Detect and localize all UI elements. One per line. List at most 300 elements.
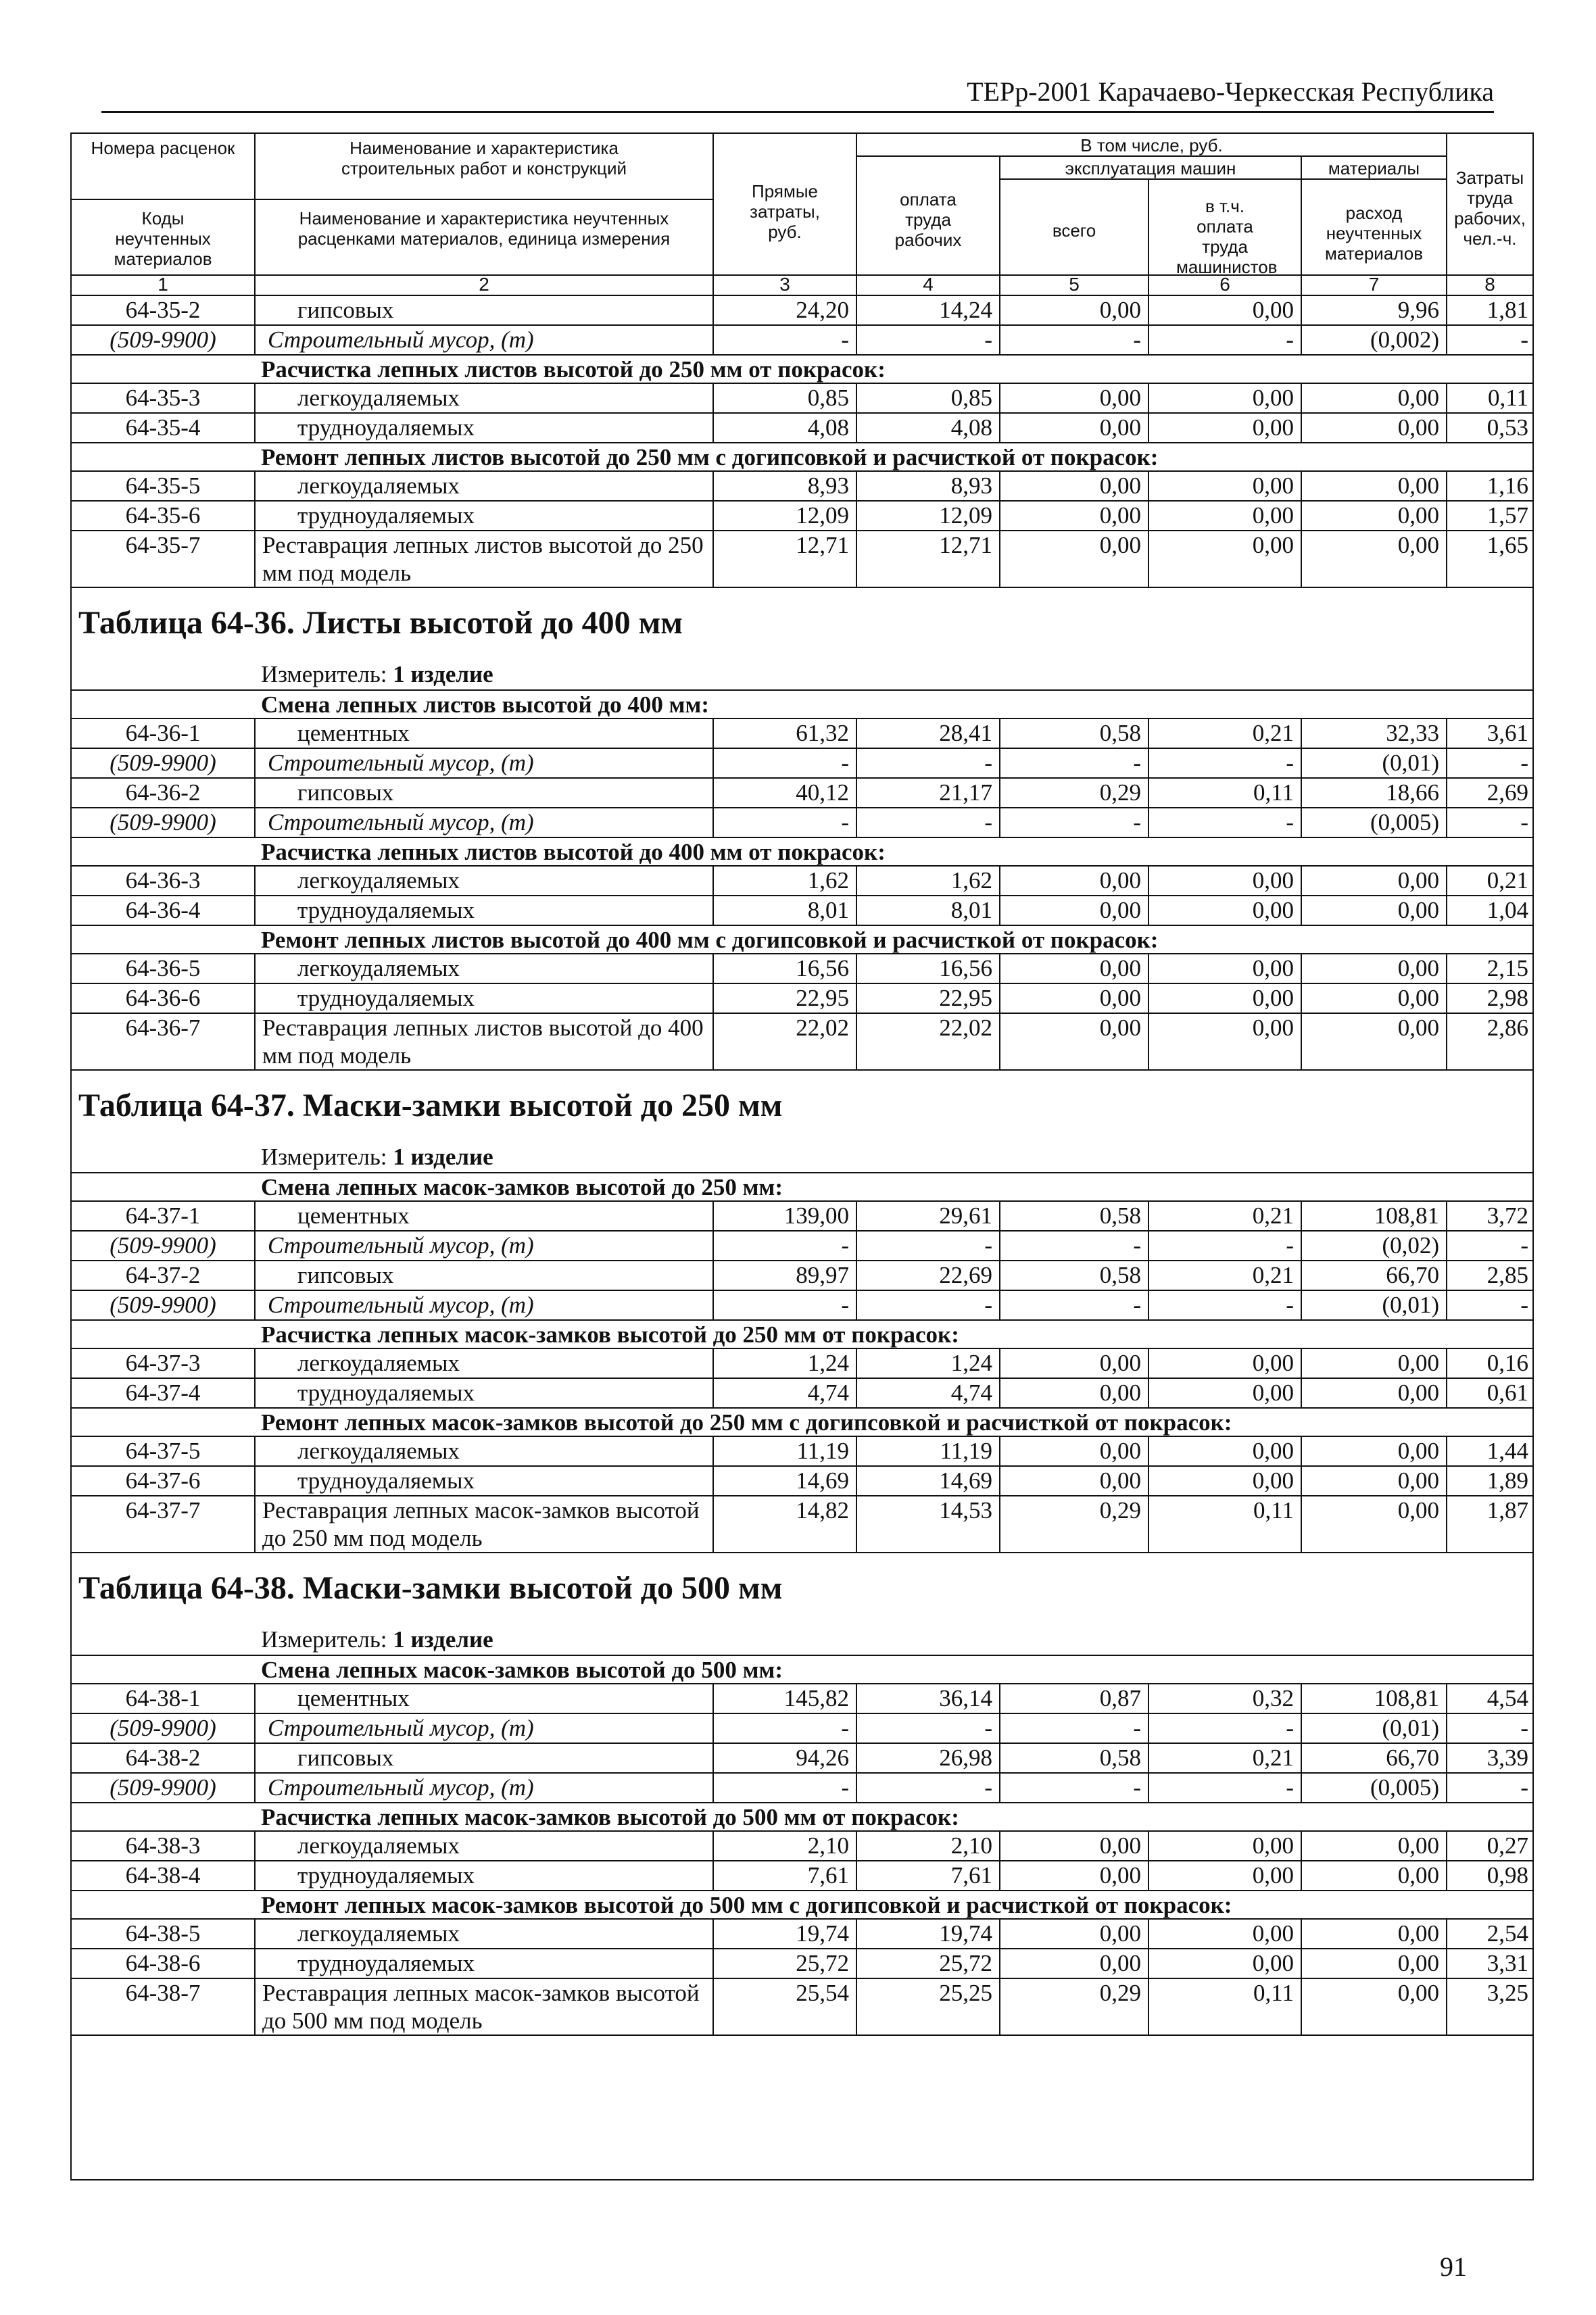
- rate-code: 64-35-7: [72, 531, 256, 588]
- rate-row: [72, 1832, 1532, 1861]
- machines-wages: 0,00: [1149, 384, 1302, 414]
- machines-wages: 0,00: [1149, 296, 1302, 326]
- labor-cost: 3,31: [1447, 1949, 1532, 1979]
- labor-cost: 1,44: [1447, 1437, 1532, 1467]
- machines-total: 0,87: [1000, 1684, 1149, 1714]
- labor-cost: 2,69: [1447, 779, 1532, 808]
- direct-cost: 14,82: [714, 1496, 857, 1553]
- direct-cost: 139,00: [714, 1202, 857, 1232]
- direct-cost: -: [714, 1774, 857, 1803]
- rate-code: (509-9900): [72, 1232, 256, 1261]
- section-heading: Расчистка лепных листов высотой до 250 мм от покрасок:: [261, 356, 886, 383]
- rate-code: 64-38-7: [72, 1979, 256, 2036]
- section-heading-row: [72, 1409, 1532, 1437]
- rate-code: 64-38-5: [72, 1920, 256, 1949]
- rate-code: 64-35-4: [72, 414, 256, 443]
- materials-use: (0,01): [1302, 1291, 1447, 1321]
- table-title: Таблица 64-38. Маски-замки высотой до 500 мм: [78, 1570, 783, 1606]
- direct-cost: 14,69: [714, 1467, 857, 1496]
- machines-wages: 0,00: [1149, 1861, 1302, 1891]
- labor-cost: 2,15: [1447, 954, 1532, 984]
- rate-code: 64-36-5: [72, 954, 256, 984]
- labor-cost: 1,87: [1447, 1496, 1532, 1553]
- rate-row: [72, 384, 1532, 414]
- labor-cost: 0,61: [1447, 1379, 1532, 1409]
- item-name: легкоудаляемых: [256, 1349, 714, 1379]
- labor-cost: 2,85: [1447, 1261, 1532, 1291]
- rate-row: [72, 502, 1532, 531]
- col-num: 8: [1447, 276, 1532, 296]
- machines-wages: -: [1149, 1232, 1302, 1261]
- wages: 11,19: [857, 1437, 1000, 1467]
- machines-total: 0,58: [1000, 1744, 1149, 1774]
- wages: 26,98: [857, 1744, 1000, 1774]
- section-heading-row: [72, 1803, 1532, 1832]
- item-name: трудноудаляемых: [256, 502, 714, 531]
- item-name: Реставрация лепных листов высотой до 400 мм под модель: [256, 1014, 714, 1071]
- labor-cost: 0,98: [1447, 1861, 1532, 1891]
- header-machines: эксплуатация машин: [1000, 157, 1302, 180]
- materials-use: 0,00: [1302, 502, 1447, 531]
- machines-wages: 0,00: [1149, 502, 1302, 531]
- machines-total: -: [1000, 1774, 1149, 1803]
- item-name: Реставрация лепных масок-замков высотой до 500 мм под модель: [256, 1979, 714, 2036]
- machines-wages: -: [1149, 1291, 1302, 1321]
- direct-cost: 145,82: [714, 1684, 857, 1714]
- item-name: Строительный мусор, (т): [256, 326, 714, 356]
- machines-wages: -: [1149, 808, 1302, 838]
- rate-code: 64-35-5: [72, 472, 256, 502]
- materials-use: 0,00: [1302, 1496, 1447, 1553]
- rate-code: 64-36-1: [72, 719, 256, 749]
- labor-cost: 1,16: [1447, 472, 1532, 502]
- header-materials: материалы: [1302, 157, 1447, 180]
- direct-cost: 8,93: [714, 472, 857, 502]
- machines-total: 0,00: [1000, 984, 1149, 1014]
- item-name: трудноудаляемых: [256, 896, 714, 926]
- machines-total: 0,29: [1000, 1496, 1149, 1553]
- materials-use: 0,00: [1302, 1861, 1447, 1891]
- rate-row: [72, 779, 1532, 808]
- direct-cost: 25,72: [714, 1949, 857, 1979]
- rate-code: 64-35-2: [72, 296, 256, 326]
- wages: 14,69: [857, 1467, 1000, 1496]
- direct-cost: 7,61: [714, 1861, 857, 1891]
- machines-wages: 0,00: [1149, 1920, 1302, 1949]
- section-heading: Смена лепных масок-замков высотой до 500 мм:: [261, 1657, 783, 1683]
- table-header: [72, 134, 1532, 296]
- wages: -: [857, 1774, 1000, 1803]
- rate-row: [72, 984, 1532, 1014]
- wages: 12,09: [857, 502, 1000, 531]
- rate-row: [72, 1467, 1532, 1496]
- wages: 8,93: [857, 472, 1000, 502]
- wages: 22,95: [857, 984, 1000, 1014]
- direct-cost: 4,08: [714, 414, 857, 443]
- labor-cost: -: [1447, 326, 1532, 356]
- materials-use: 0,00: [1302, 472, 1447, 502]
- item-name: Реставрация лепных листов высотой до 250 мм под модель: [256, 531, 714, 588]
- header-machines-total: всего: [1000, 180, 1149, 276]
- item-name: трудноудаляемых: [256, 1861, 714, 1891]
- section-heading: Расчистка лепных масок-замков высотой до 500 мм от покрасок:: [261, 1804, 959, 1830]
- labor-cost: 0,16: [1447, 1349, 1532, 1379]
- item-name: трудноудаляемых: [256, 984, 714, 1014]
- machines-total: 0,00: [1000, 1349, 1149, 1379]
- header-direct-costs: Прямые затраты, руб.: [714, 134, 857, 276]
- direct-cost: 16,56: [714, 954, 857, 984]
- wages: 25,72: [857, 1949, 1000, 1979]
- materials-use: 0,00: [1302, 414, 1447, 443]
- machines-wages: 0,21: [1149, 719, 1302, 749]
- materials-use: 0,00: [1302, 984, 1447, 1014]
- measure-label: Измеритель:: [261, 1144, 387, 1170]
- labor-cost: -: [1447, 749, 1532, 779]
- header-wages: оплата труда рабочих: [857, 157, 1000, 276]
- rate-row: [72, 531, 1532, 588]
- direct-cost: 12,09: [714, 502, 857, 531]
- rate-row: [72, 1014, 1532, 1071]
- section-heading-row: [72, 691, 1532, 719]
- machines-wages: -: [1149, 749, 1302, 779]
- rate-code: 64-37-6: [72, 1467, 256, 1496]
- section-heading-row: [72, 926, 1532, 954]
- direct-cost: 4,74: [714, 1379, 857, 1409]
- materials-use: 0,00: [1302, 531, 1447, 588]
- wages: 8,01: [857, 896, 1000, 926]
- direct-cost: 19,74: [714, 1920, 857, 1949]
- wages: 0,85: [857, 384, 1000, 414]
- item-name: гипсовых: [256, 1744, 714, 1774]
- machines-total: 0,58: [1000, 719, 1149, 749]
- item-name: Строительный мусор, (т): [256, 749, 714, 779]
- labor-cost: 2,54: [1447, 1920, 1532, 1949]
- rate-code: (509-9900): [72, 1291, 256, 1321]
- rate-code: (509-9900): [72, 808, 256, 838]
- wages: 1,62: [857, 867, 1000, 896]
- wages: 36,14: [857, 1684, 1000, 1714]
- machines-total: 0,00: [1000, 502, 1149, 531]
- materials-use: 108,81: [1302, 1202, 1447, 1232]
- item-name: легкоудаляемых: [256, 1832, 714, 1861]
- rate-row: [72, 1861, 1532, 1891]
- wages: 4,08: [857, 414, 1000, 443]
- wages: 1,24: [857, 1349, 1000, 1379]
- rate-row: [72, 1949, 1532, 1979]
- direct-cost: -: [714, 749, 857, 779]
- machines-wages: 0,32: [1149, 1684, 1302, 1714]
- machines-wages: 0,00: [1149, 1349, 1302, 1379]
- rate-row: [72, 954, 1532, 984]
- labor-cost: 3,25: [1447, 1979, 1532, 2036]
- machines-wages: -: [1149, 326, 1302, 356]
- labor-cost: 2,98: [1447, 984, 1532, 1014]
- item-name: гипсовых: [256, 779, 714, 808]
- item-name: цементных: [256, 1202, 714, 1232]
- machines-total: 0,29: [1000, 1979, 1149, 2036]
- table-title: Таблица 64-37. Маски-замки высотой до 250 мм: [78, 1088, 783, 1123]
- materials-use: 0,00: [1302, 1349, 1447, 1379]
- rate-row: [72, 1437, 1532, 1467]
- machines-total: 0,00: [1000, 1014, 1149, 1071]
- header-labor: Затраты труда рабочих, чел.-ч.: [1447, 134, 1532, 276]
- measure-line: [261, 1626, 493, 1653]
- header-machines-wages: в т.ч. оплата труда машинистов: [1149, 180, 1302, 276]
- item-name: трудноудаляемых: [256, 414, 714, 443]
- section-heading: Смена лепных листов высотой до 400 мм:: [261, 691, 709, 718]
- direct-cost: 1,24: [714, 1349, 857, 1379]
- item-name: трудноудаляемых: [256, 1467, 714, 1496]
- item-name: Строительный мусор, (т): [256, 1714, 714, 1744]
- col-num: 2: [256, 276, 714, 296]
- wages: 7,61: [857, 1861, 1000, 1891]
- rate-row: [72, 1979, 1532, 2036]
- rate-code: 64-38-4: [72, 1861, 256, 1891]
- direct-cost: 24,20: [714, 296, 857, 326]
- item-name: трудноудаляемых: [256, 1949, 714, 1979]
- machines-wages: 0,00: [1149, 954, 1302, 984]
- materials-use: 0,00: [1302, 1949, 1447, 1979]
- material-row: [72, 1232, 1532, 1261]
- materials-use: 9,96: [1302, 296, 1447, 326]
- measure-value: 1 изделие: [393, 661, 493, 687]
- wages: 2,10: [857, 1832, 1000, 1861]
- material-row: [72, 808, 1532, 838]
- col-num: 1: [72, 276, 256, 296]
- labor-cost: 0,21: [1447, 867, 1532, 896]
- rate-code: 64-38-1: [72, 1684, 256, 1714]
- materials-use: 18,66: [1302, 779, 1447, 808]
- item-name: легкоудаляемых: [256, 384, 714, 414]
- machines-wages: 0,00: [1149, 1949, 1302, 1979]
- rate-code: 64-37-7: [72, 1496, 256, 1553]
- machines-wages: 0,00: [1149, 414, 1302, 443]
- labor-cost: 1,89: [1447, 1467, 1532, 1496]
- machines-wages: 0,11: [1149, 1979, 1302, 2036]
- labor-cost: 0,53: [1447, 414, 1532, 443]
- material-row: [72, 1291, 1532, 1321]
- col-num: 7: [1302, 276, 1447, 296]
- item-name: Строительный мусор, (т): [256, 1774, 714, 1803]
- labor-cost: 3,61: [1447, 719, 1532, 749]
- materials-use: 0,00: [1302, 1920, 1447, 1949]
- wages: -: [857, 1291, 1000, 1321]
- rate-row: [72, 1744, 1532, 1774]
- measure-line: [261, 661, 493, 688]
- wages: -: [857, 326, 1000, 356]
- materials-use: 0,00: [1302, 867, 1447, 896]
- wages: 14,24: [857, 296, 1000, 326]
- labor-cost: -: [1447, 1714, 1532, 1744]
- rate-code: 64-36-6: [72, 984, 256, 1014]
- item-name: трудноудаляемых: [256, 1379, 714, 1409]
- section-heading: Ремонт лепных масок-замков высотой до 500 мм с догипсовкой и расчисткой от покрасок:: [261, 1892, 1232, 1918]
- rate-code: 64-38-2: [72, 1744, 256, 1774]
- rate-row: [72, 296, 1532, 326]
- machines-total: 0,00: [1000, 1379, 1149, 1409]
- labor-cost: 0,27: [1447, 1832, 1532, 1861]
- materials-use: 0,00: [1302, 1014, 1447, 1071]
- machines-total: 0,00: [1000, 384, 1149, 414]
- direct-cost: 1,62: [714, 867, 857, 896]
- rate-code: 64-36-4: [72, 896, 256, 926]
- item-name: Строительный мусор, (т): [256, 1232, 714, 1261]
- section-heading-row: [72, 1321, 1532, 1349]
- materials-use: (0,005): [1302, 808, 1447, 838]
- rate-code: 64-38-3: [72, 1832, 256, 1861]
- labor-cost: 3,39: [1447, 1744, 1532, 1774]
- machines-wages: 0,00: [1149, 472, 1302, 502]
- machines-wages: 0,21: [1149, 1202, 1302, 1232]
- rate-code: 64-37-4: [72, 1379, 256, 1409]
- material-row: [72, 749, 1532, 779]
- rate-code: 64-35-3: [72, 384, 256, 414]
- rate-code: 64-35-6: [72, 502, 256, 531]
- direct-cost: -: [714, 326, 857, 356]
- direct-cost: 89,97: [714, 1261, 857, 1291]
- machines-total: -: [1000, 1291, 1149, 1321]
- materials-use: 66,70: [1302, 1744, 1447, 1774]
- rate-code: 64-36-2: [72, 779, 256, 808]
- item-name: цементных: [256, 1684, 714, 1714]
- machines-wages: 0,00: [1149, 1379, 1302, 1409]
- section-heading-row: [72, 443, 1532, 472]
- rate-row: [72, 896, 1532, 926]
- section-heading: Смена лепных масок-замков высотой до 250 мм:: [261, 1174, 783, 1200]
- direct-cost: 40,12: [714, 779, 857, 808]
- item-name: гипсовых: [256, 296, 714, 326]
- direct-cost: 25,54: [714, 1979, 857, 2036]
- machines-total: 0,00: [1000, 1832, 1149, 1861]
- labor-cost: 1,57: [1447, 502, 1532, 531]
- col-num: 3: [714, 276, 857, 296]
- rate-code: 64-37-5: [72, 1437, 256, 1467]
- page-number: 91: [1440, 2251, 1467, 2282]
- wages: 14,53: [857, 1496, 1000, 1553]
- rates-table: [70, 132, 1534, 2180]
- direct-cost: -: [714, 1714, 857, 1744]
- direct-cost: 0,85: [714, 384, 857, 414]
- header-rates-no: Номера расценок: [72, 134, 256, 200]
- rate-code: (509-9900): [72, 749, 256, 779]
- running-header: ТЕРр-2001 Карачаево-Черкесская Республика: [101, 73, 1494, 113]
- section-heading: Расчистка лепных листов высотой до 400 мм от покрасок:: [261, 839, 886, 865]
- measure-value: 1 изделие: [393, 1144, 493, 1170]
- wages: 28,41: [857, 719, 1000, 749]
- labor-cost: -: [1447, 1291, 1532, 1321]
- machines-wages: 0,21: [1149, 1744, 1302, 1774]
- machines-wages: 0,00: [1149, 1437, 1302, 1467]
- labor-cost: 0,11: [1447, 384, 1532, 414]
- materials-use: (0,005): [1302, 1774, 1447, 1803]
- machines-wages: 0,21: [1149, 1261, 1302, 1291]
- item-name: легкоудаляемых: [256, 1920, 714, 1949]
- direct-cost: 22,95: [714, 984, 857, 1014]
- materials-use: (0,01): [1302, 1714, 1447, 1744]
- machines-total: 0,00: [1000, 867, 1149, 896]
- direct-cost: 12,71: [714, 531, 857, 588]
- item-name: цементных: [256, 719, 714, 749]
- materials-use: 0,00: [1302, 1379, 1447, 1409]
- column-numbers-row: [72, 276, 1532, 296]
- rate-code: 64-38-6: [72, 1949, 256, 1979]
- labor-cost: -: [1447, 808, 1532, 838]
- materials-use: (0,002): [1302, 326, 1447, 356]
- labor-cost: 2,86: [1447, 1014, 1532, 1071]
- machines-total: 0,00: [1000, 1861, 1149, 1891]
- rate-code: (509-9900): [72, 1774, 256, 1803]
- materials-use: 0,00: [1302, 1979, 1447, 2036]
- section-heading-row: [72, 1891, 1532, 1920]
- rate-row: [72, 1496, 1532, 1553]
- labor-cost: -: [1447, 1774, 1532, 1803]
- machines-total: -: [1000, 749, 1149, 779]
- material-row: [72, 1774, 1532, 1803]
- wages: 19,74: [857, 1920, 1000, 1949]
- col-num: 6: [1149, 276, 1302, 296]
- machines-wages: -: [1149, 1774, 1302, 1803]
- labor-cost: 1,65: [1447, 531, 1532, 588]
- machines-total: 0,29: [1000, 779, 1149, 808]
- wages: 22,02: [857, 1014, 1000, 1071]
- machines-total: 0,00: [1000, 296, 1149, 326]
- machines-total: 0,00: [1000, 954, 1149, 984]
- machines-wages: 0,00: [1149, 1832, 1302, 1861]
- header-codes: Коды неучтенных материалов: [72, 200, 256, 276]
- rate-row: [72, 1261, 1532, 1291]
- machines-total: -: [1000, 1714, 1149, 1744]
- materials-use: 0,00: [1302, 954, 1447, 984]
- direct-cost: 11,19: [714, 1437, 857, 1467]
- material-row: [72, 1714, 1532, 1744]
- item-name: Строительный мусор, (т): [256, 1291, 714, 1321]
- machines-total: 0,00: [1000, 531, 1149, 588]
- item-name: Строительный мусор, (т): [256, 808, 714, 838]
- rate-code: (509-9900): [72, 1714, 256, 1744]
- item-name: легкоудаляемых: [256, 867, 714, 896]
- machines-total: -: [1000, 1232, 1149, 1261]
- materials-use: 0,00: [1302, 896, 1447, 926]
- item-name: Реставрация лепных масок-замков высотой до 250 мм под модель: [256, 1496, 714, 1553]
- measure-label: Измеритель:: [261, 1626, 387, 1653]
- rate-row: [72, 414, 1532, 443]
- labor-cost: -: [1447, 1232, 1532, 1261]
- section-heading-row: [72, 356, 1532, 384]
- direct-cost: 8,01: [714, 896, 857, 926]
- machines-total: 0,00: [1000, 896, 1149, 926]
- materials-use: 108,81: [1302, 1684, 1447, 1714]
- materials-use: (0,02): [1302, 1232, 1447, 1261]
- rate-row: [72, 1379, 1532, 1409]
- header-work-name: Наименование и характеристика строительных работ и конструкций: [256, 134, 714, 200]
- rate-code: 64-37-1: [72, 1202, 256, 1232]
- wages: -: [857, 808, 1000, 838]
- wages: 16,56: [857, 954, 1000, 984]
- materials-use: 0,00: [1302, 1467, 1447, 1496]
- rate-row: [72, 1202, 1532, 1232]
- materials-use: 66,70: [1302, 1261, 1447, 1291]
- rate-row: [72, 1920, 1532, 1949]
- machines-wages: -: [1149, 1714, 1302, 1744]
- direct-cost: 22,02: [714, 1014, 857, 1071]
- wages: 4,74: [857, 1379, 1000, 1409]
- machines-total: 0,00: [1000, 1437, 1149, 1467]
- machines-total: 0,58: [1000, 1261, 1149, 1291]
- direct-cost: -: [714, 1232, 857, 1261]
- rate-row: [72, 1349, 1532, 1379]
- wages: -: [857, 1232, 1000, 1261]
- measure-value: 1 изделие: [393, 1626, 493, 1653]
